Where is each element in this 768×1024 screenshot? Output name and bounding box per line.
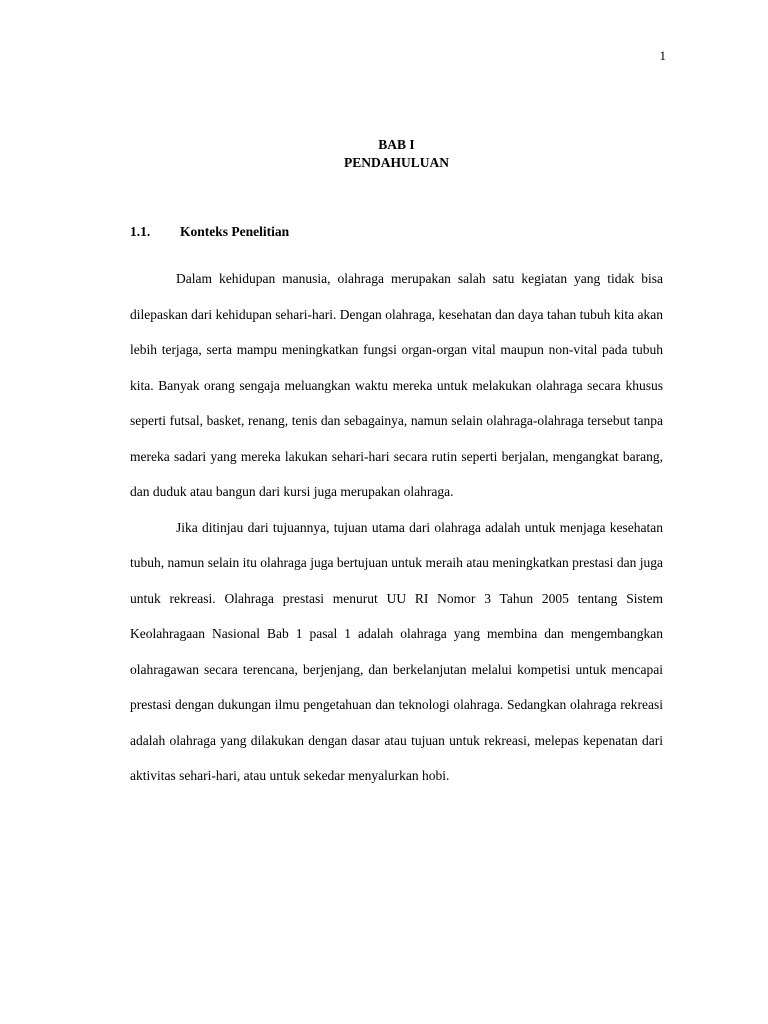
- paragraph: Dalam kehidupan manusia, olahraga merupakan salah satu kegiatan yang tidak bisa dilepaskan dari kehidupan sehari-hari. Dengan olahraga, kesehatan dan daya tahan tubuh kita akan lebih terjaga, serta mampu meningkatkan fungsi organ-organ vital maupun non-vital pada tubuh kita. Banyak orang sengaja meluangkan waktu mereka untuk melakukan olahraga secara khusus seperti futsal, basket, renang, tenis dan sebagainya, namun selain olahraga-olahraga tersebut tanpa mereka sadari yang mereka lakukan sehari-hari secara rutin seperti berjalan, mengangkat barang, dan duduk atau bangun dari kursi juga merupakan olahraga.: [130, 271, 663, 499]
- chapter-heading: [130, 136, 663, 172]
- paragraph: Jika ditinjau dari tujuannya, tujuan utama dari olahraga adalah untuk menjaga kesehatan tubuh, namun selain itu olahraga juga bertujuan untuk meraih atau meningkatkan prestasi dan juga untuk rekreasi. Olahraga prestasi menurut UU RI Nomor 3 Tahun 2005 tentang Sistem Keolahragaan Nasional Bab 1 pasal 1 adalah olahraga yang membina dan mengembangkan olahragawan secara terencana, berjenjang, dan berkelanjutan melalui kompetisi untuk mencapai prestasi dengan dukungan ilmu pengetahuan dan teknologi olahraga. Sedangkan olahraga rekreasi adalah olahraga yang dilakukan dengan dasar atau tujuan untuk rekreasi, melepas kepenatan dari aktivitas sehari-hari, atau untuk sekedar menyalurkan hobi.: [130, 519, 663, 783]
- section-heading: [130, 224, 289, 240]
- body-text: [130, 261, 663, 794]
- chapter-label: BAB I: [378, 137, 415, 152]
- section-number: 1.1.: [130, 224, 151, 239]
- chapter-title: PENDAHULUAN: [343, 155, 449, 170]
- page-number: 1: [659, 48, 666, 63]
- section-title: Konteks Penelitian: [180, 224, 290, 239]
